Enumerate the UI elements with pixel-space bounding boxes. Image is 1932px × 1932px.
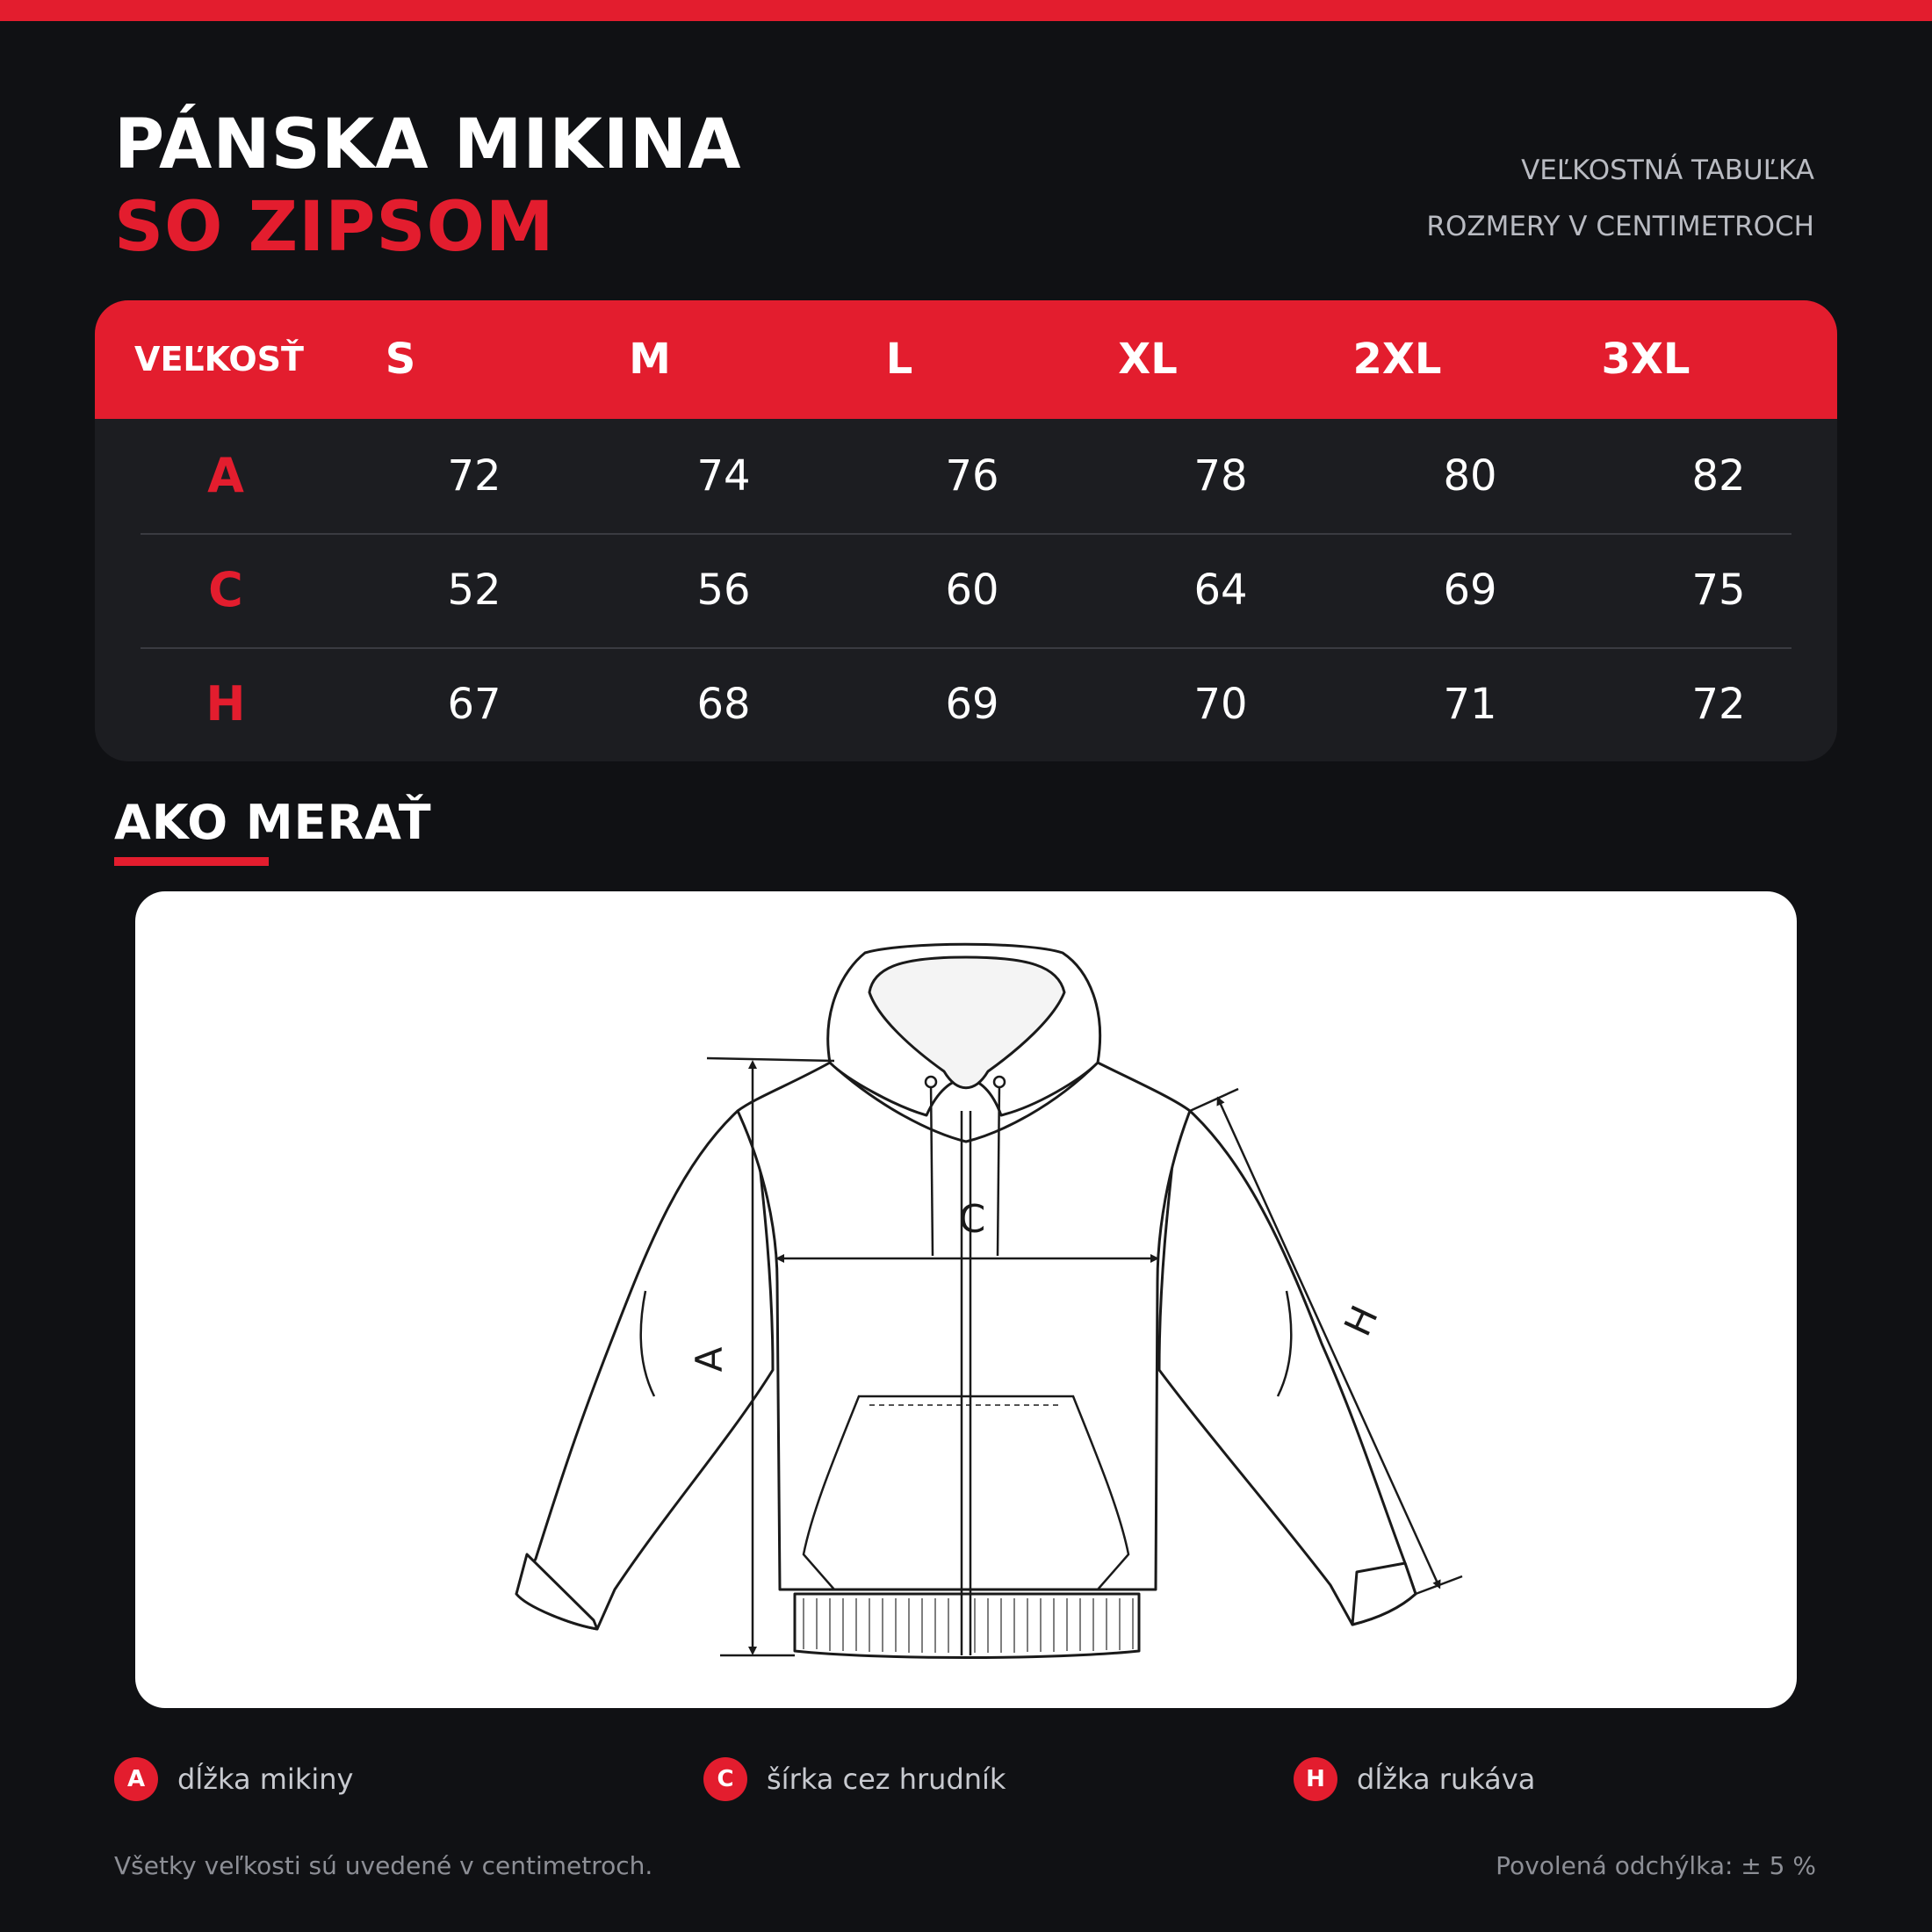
header-size-m: M [629,335,671,384]
legend-badge: H [1294,1757,1337,1801]
hoodie-body [738,1063,1190,1590]
header-size-l: L [885,335,913,384]
legend-item-c [703,1756,1006,1802]
subtitle-size-chart: VEĽKOSTNÁ TABUĽKA [1521,155,1814,186]
table-cell: 69 [1443,566,1497,615]
table-cell: 67 [447,680,501,729]
table-cell: 60 [945,566,999,615]
legend-item-h [1294,1756,1535,1802]
top-accent-stripe [0,0,1932,21]
table-cell: 82 [1691,451,1746,501]
table-cell: 72 [447,451,501,501]
subtitle-units: ROZMERY V CENTIMETROCH [1426,211,1814,242]
measure-a-label: A [688,1346,731,1373]
measure-h-label: H [1335,1299,1387,1343]
footer-note: Všetky veľkosti sú uvedené v centimetroch. [114,1851,653,1880]
row-label: H [205,676,246,732]
table-cell: 69 [945,680,999,729]
header-size-3xl: 3XL [1601,335,1690,384]
size-table-header [95,300,1837,419]
table-row [95,533,1837,647]
table-cell: 70 [1193,680,1248,729]
table-cell: 75 [1691,566,1746,615]
header-size-s: S [385,335,416,384]
header-size-xl: XL [1118,335,1178,384]
legend-text: dĺžka rukáva [1357,1763,1536,1796]
measurement-diagram [135,891,1797,1708]
heading-underline [114,857,269,866]
table-row [95,419,1837,533]
title-line-2: SO ZIPSOM [114,188,555,267]
table-cell: 71 [1443,680,1497,729]
table-cell: 76 [945,451,999,501]
legend-badge: C [703,1757,747,1801]
legend-text: šírka cez hrudník [767,1763,1006,1796]
table-cell: 68 [696,680,751,729]
row-label: C [208,562,243,617]
header-size-label: VEĽKOSŤ [134,340,304,378]
header-size-2xl: 2XL [1352,335,1442,384]
legend-text: dĺžka mikiny [177,1763,354,1796]
table-cell: 52 [447,566,501,615]
table-cell: 74 [696,451,751,501]
row-label: A [207,448,244,503]
size-table [95,300,1837,761]
hoodie-illustration [135,891,1797,1708]
legend-item-a [114,1756,353,1802]
table-cell: 80 [1443,451,1497,501]
title-line-1: PÁNSKA MIKINA [114,105,742,184]
table-cell: 56 [696,566,751,615]
footer-tolerance: Povolená odchýlka: ± 5 % [1496,1851,1816,1880]
table-row [95,647,1837,761]
how-to-measure-heading: AKO MERAŤ [114,795,432,850]
right-cuff [1352,1563,1416,1625]
legend-badge: A [114,1757,158,1801]
table-cell: 64 [1193,566,1248,615]
table-cell: 72 [1691,680,1746,729]
waistband [795,1594,1139,1658]
page-title [114,104,742,269]
table-cell: 78 [1193,451,1248,501]
header-subtitle [1426,149,1814,262]
measure-c-label: C [958,1197,986,1242]
